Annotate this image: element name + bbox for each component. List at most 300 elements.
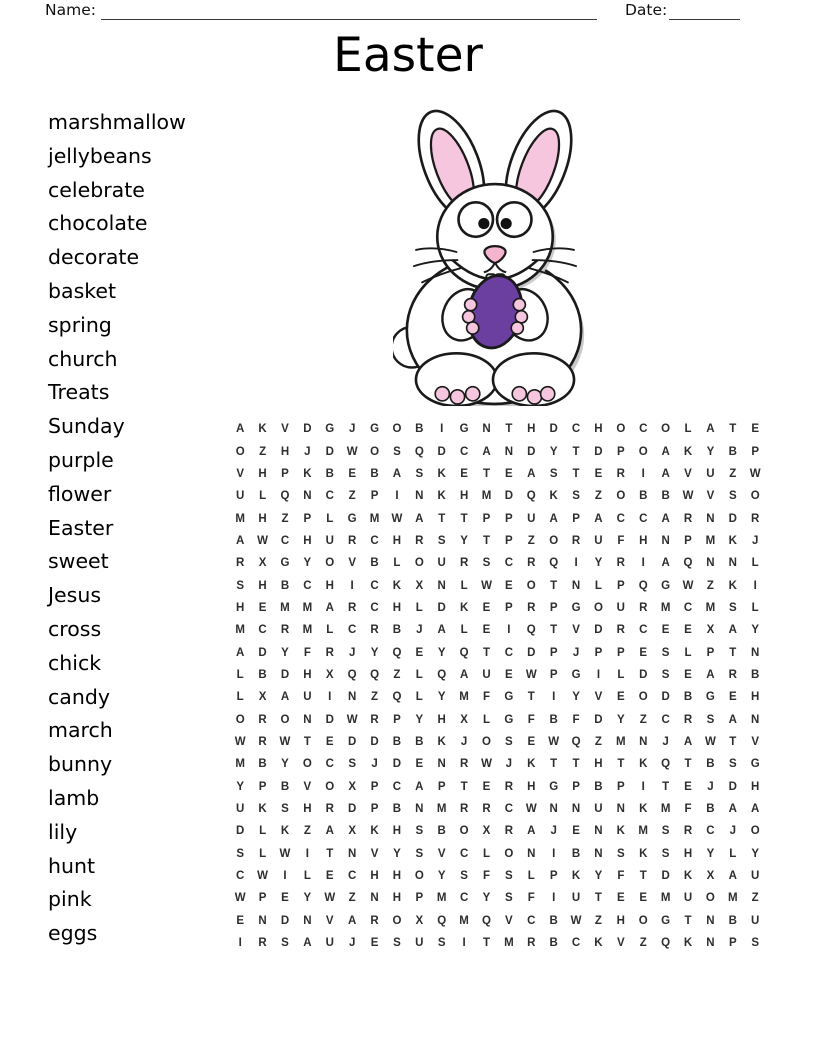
word-list-item: decorate — [48, 245, 140, 270]
grid-letter: O — [325, 780, 335, 793]
grid-letter: J — [505, 758, 513, 771]
grid-letter: Q — [526, 490, 536, 503]
grid-letter: N — [415, 803, 424, 816]
grid-letter: N — [616, 803, 625, 816]
grid-letter: Y — [437, 870, 446, 883]
grid-letter: X — [460, 713, 468, 726]
grid-letter: E — [258, 601, 267, 614]
grid-letter: B — [728, 914, 737, 927]
grid-letter: L — [259, 825, 267, 838]
grid-letter: K — [728, 579, 737, 592]
grid-letter: Y — [437, 691, 446, 704]
grid-letter: H — [303, 534, 312, 547]
word-list-item: jellybeans — [48, 143, 152, 168]
grid-letter: B — [415, 423, 424, 436]
grid-letter: Q — [683, 557, 693, 570]
grid-letter: J — [348, 423, 356, 436]
grid-letter: H — [392, 825, 402, 838]
grid-letter: A — [236, 423, 245, 436]
grid-letter: K — [571, 870, 581, 883]
word-list — [48, 106, 186, 951]
grid-letter: R — [347, 534, 357, 547]
grid-letter: D — [258, 646, 267, 659]
grid-letter: V — [751, 735, 760, 748]
grid-letter: G — [280, 557, 290, 570]
grid-letter: O — [638, 914, 648, 927]
grid-letter: L — [393, 557, 401, 570]
grid-letter: O — [638, 445, 648, 458]
grid-letter: O — [549, 534, 559, 547]
grid-letter: G — [571, 601, 581, 614]
grid-letter: O — [482, 735, 491, 748]
grid-letter: X — [258, 557, 267, 570]
grid-letter: B — [706, 758, 715, 771]
grid-letter: M — [705, 601, 716, 614]
grid-letter: I — [440, 423, 444, 436]
grid-letter: A — [392, 467, 402, 480]
bunny-illustration — [393, 102, 597, 406]
grid-letter: P — [258, 780, 267, 793]
grid-letter: Z — [303, 825, 311, 838]
grid-letter: C — [639, 423, 648, 436]
grid-letter: C — [639, 624, 648, 637]
word-list-item: march — [48, 718, 113, 743]
grid-letter: D — [594, 713, 603, 726]
word-list-item: hunt — [48, 853, 96, 878]
grid-letter: Q — [437, 914, 447, 927]
grid-letter: N — [303, 490, 312, 503]
grid-letter: W — [682, 579, 694, 592]
grid-letter: S — [505, 892, 513, 905]
grid-letter: E — [661, 624, 670, 637]
grid-letter: U — [751, 914, 760, 927]
grid-letter: X — [706, 870, 715, 883]
grid-letter: E — [505, 668, 513, 681]
grid-letter: P — [617, 646, 625, 659]
grid-letter: N — [347, 847, 357, 860]
grid-letter: J — [460, 735, 468, 748]
grid-letter: W — [257, 870, 269, 883]
grid-letter: C — [258, 624, 267, 637]
grid-letter: F — [684, 803, 692, 816]
grid-letter: C — [370, 579, 379, 592]
grid-letter: G — [705, 691, 715, 704]
grid-letter: C — [280, 534, 290, 547]
grid-letter: U — [303, 691, 312, 704]
grid-letter: I — [283, 870, 287, 883]
grid-letter: E — [281, 892, 289, 905]
grid-letter: O — [392, 914, 402, 927]
grid-letter: T — [482, 646, 490, 659]
grid-letter: A — [459, 668, 469, 681]
grid-letter: D — [504, 490, 514, 503]
grid-letter: K — [303, 467, 312, 480]
grid-letter: F — [617, 534, 625, 547]
grid-letter: N — [303, 914, 312, 927]
grid-letter: E — [415, 758, 424, 771]
grid-letter: R — [683, 512, 693, 525]
grid-letter: K — [437, 490, 446, 503]
word-list-item: chocolate — [48, 211, 148, 236]
grid-letter: K — [280, 825, 290, 838]
grid-letter: Q — [459, 646, 469, 659]
grid-letter: S — [728, 490, 737, 503]
letter-grid — [229, 418, 766, 954]
grid-letter: P — [549, 668, 558, 681]
grid-letter: B — [392, 735, 402, 748]
grid-letter: O — [414, 870, 424, 883]
grid-letter: N — [661, 534, 670, 547]
grid-letter: S — [661, 646, 670, 659]
grid-letter: N — [639, 735, 648, 748]
grid-letter: S — [505, 735, 513, 748]
grid-letter: A — [303, 937, 312, 950]
grid-letter: O — [616, 490, 626, 503]
grid-letter: M — [436, 892, 447, 905]
grid-letter: Y — [303, 892, 312, 905]
grid-letter: K — [639, 803, 648, 816]
grid-letter: D — [527, 646, 536, 659]
grid-letter: Y — [303, 557, 312, 570]
grid-letter: B — [751, 668, 760, 681]
grid-letter: Z — [527, 534, 535, 547]
grid-letter: T — [527, 691, 535, 704]
puzzle-title: Easter — [333, 28, 483, 83]
grid-letter: C — [303, 579, 312, 592]
grid-letter: K — [683, 937, 693, 950]
grid-letter: C — [325, 758, 334, 771]
grid-letter: A — [437, 624, 446, 637]
grid-letter: L — [460, 624, 468, 637]
grid-letter: A — [706, 668, 715, 681]
grid-letter: U — [325, 937, 334, 950]
grid-letter: S — [393, 445, 401, 458]
grid-letter: P — [706, 646, 715, 659]
grid-letter: C — [571, 423, 581, 436]
grid-letter: N — [437, 579, 446, 592]
grid-letter: U — [706, 467, 715, 480]
grid-letter: P — [505, 512, 513, 525]
grid-letter: U — [594, 803, 603, 816]
grid-letter: J — [550, 825, 557, 838]
grid-letter: L — [415, 668, 423, 681]
grid-letter: S — [393, 937, 401, 950]
grid-letter: L — [326, 512, 334, 525]
grid-letter: H — [616, 914, 625, 927]
grid-letter: Q — [482, 914, 491, 927]
grid-letter: O — [235, 445, 245, 458]
grid-letter: H — [236, 601, 245, 614]
grid-letter: O — [459, 825, 469, 838]
grid-letter: G — [750, 758, 760, 771]
word-list-item: purple — [48, 447, 114, 472]
grid-letter: T — [482, 467, 490, 480]
grid-letter: M — [660, 892, 671, 905]
word-list-item: spring — [48, 312, 112, 337]
grid-letter: T — [662, 780, 670, 793]
grid-letter: U — [571, 892, 581, 905]
grid-letter: H — [280, 445, 290, 458]
grid-letter: T — [460, 780, 468, 793]
grid-letter: A — [347, 914, 357, 927]
grid-letter: P — [303, 512, 312, 525]
grid-letter: C — [370, 534, 379, 547]
grid-letter: E — [684, 624, 692, 637]
word-list-item: church — [48, 346, 118, 371]
grid-letter: N — [594, 825, 603, 838]
grid-letter: V — [281, 423, 289, 436]
grid-letter: B — [706, 803, 715, 816]
grid-letter: G — [504, 691, 514, 704]
grid-letter: S — [661, 847, 670, 860]
grid-letter: N — [482, 423, 491, 436]
grid-letter: B — [683, 691, 693, 704]
grid-letter: R — [347, 601, 357, 614]
grid-letter: L — [751, 601, 759, 614]
grid-letter: M — [235, 512, 245, 525]
grid-letter: W — [570, 914, 582, 927]
grid-letter: S — [437, 937, 446, 950]
grid-letter: S — [728, 758, 737, 771]
grid-letter: S — [460, 870, 468, 883]
grid-letter: R — [571, 534, 581, 547]
grid-letter: Y — [706, 847, 715, 860]
grid-letter: D — [728, 512, 737, 525]
grid-letter: Q — [661, 937, 671, 950]
grid-letter: C — [459, 445, 469, 458]
grid-letter: U — [616, 601, 625, 614]
grid-letter: C — [571, 937, 581, 950]
grid-letter: N — [370, 892, 379, 905]
grid-letter: D — [594, 445, 603, 458]
grid-letter: E — [482, 601, 491, 614]
grid-letter: H — [594, 758, 603, 771]
grid-letter: W — [234, 892, 246, 905]
grid-letter: H — [392, 534, 402, 547]
grid-letter: L — [527, 870, 535, 883]
grid-letter: E — [617, 892, 625, 905]
grid-letter: Z — [348, 892, 356, 905]
grid-letter: F — [617, 870, 625, 883]
grid-letter: I — [552, 691, 556, 704]
grid-letter: T — [482, 534, 490, 547]
grid-letter: M — [616, 735, 626, 748]
grid-letter: R — [639, 601, 648, 614]
grid-letter: W — [548, 735, 560, 748]
grid-letter: K — [527, 758, 536, 771]
grid-letter: V — [437, 847, 446, 860]
grid-letter: B — [728, 445, 737, 458]
grid-letter: D — [437, 601, 446, 614]
grid-letter: G — [661, 579, 671, 592]
grid-letter: S — [281, 937, 289, 950]
grid-letter: V — [706, 490, 715, 503]
grid-letter: U — [482, 668, 491, 681]
grid-letter: E — [527, 735, 536, 748]
grid-letter: S — [505, 870, 513, 883]
grid-letter: Y — [594, 870, 603, 883]
grid-letter: V — [684, 467, 692, 480]
grid-letter: R — [616, 467, 625, 480]
grid-letter: O — [750, 490, 760, 503]
grid-letter: D — [280, 668, 290, 681]
grid-letter: P — [415, 892, 424, 905]
grid-letter: N — [415, 490, 424, 503]
grid-letter: P — [482, 512, 491, 525]
grid-letter: C — [706, 825, 715, 838]
grid-letter: N — [258, 914, 267, 927]
grid-letter: S — [482, 557, 491, 570]
grid-letter: Z — [371, 691, 379, 704]
grid-letter: D — [303, 423, 312, 436]
grid-letter: M — [369, 512, 380, 525]
grid-letter: W — [324, 892, 336, 905]
grid-letter: S — [348, 758, 356, 771]
grid-letter: P — [617, 780, 625, 793]
grid-letter: L — [415, 691, 423, 704]
grid-letter: D — [437, 445, 446, 458]
grid-letter: M — [436, 803, 447, 816]
grid-letter: B — [594, 780, 603, 793]
grid-letter: O — [302, 758, 312, 771]
grid-letter: S — [751, 937, 760, 950]
grid-letter: H — [527, 780, 536, 793]
grid-letter: U — [594, 534, 603, 547]
grid-letter: G — [459, 423, 469, 436]
grid-letter: K — [437, 467, 446, 480]
grid-letter: S — [706, 713, 715, 726]
grid-letter: F — [482, 691, 490, 704]
grid-letter: V — [236, 467, 245, 480]
grid-letter: P — [258, 892, 267, 905]
grid-letter: M — [459, 914, 469, 927]
grid-letter: H — [751, 691, 760, 704]
grid-letter: Q — [347, 668, 357, 681]
grid-letter: C — [459, 892, 469, 905]
grid-letter: B — [258, 668, 267, 681]
grid-letter: M — [235, 624, 245, 637]
grid-letter: P — [549, 601, 558, 614]
grid-letter: E — [684, 780, 692, 793]
grid-letter: D — [347, 803, 357, 816]
grid-letter: Q — [549, 557, 559, 570]
grid-letter: O — [325, 557, 335, 570]
grid-letter: L — [751, 557, 759, 570]
grid-letter: Z — [281, 512, 289, 525]
grid-letter: P — [594, 646, 603, 659]
grid-letter: S — [415, 825, 424, 838]
grid-letter: K — [683, 870, 693, 883]
grid-letter: Q — [280, 490, 290, 503]
grid-letter: T — [505, 423, 513, 436]
grid-letter: Y — [281, 758, 289, 771]
grid-letter: E — [482, 780, 491, 793]
grid-letter: R — [258, 937, 267, 950]
word-list-item: basket — [48, 278, 117, 303]
grid-letter: Y — [617, 713, 625, 726]
grid-letter: B — [258, 758, 267, 771]
grid-letter: D — [661, 691, 670, 704]
grid-letter: A — [549, 512, 558, 525]
grid-letter: V — [505, 914, 513, 927]
grid-letter: R — [415, 534, 424, 547]
grid-letter: R — [683, 713, 693, 726]
grid-letter: F — [572, 713, 580, 726]
grid-letter: Y — [437, 646, 446, 659]
grid-letter: H — [370, 870, 379, 883]
grid-letter: I — [507, 624, 511, 637]
grid-letter: A — [683, 735, 693, 748]
grid-letter: N — [594, 847, 603, 860]
word-list-item: lily — [48, 819, 78, 844]
word-list-item: Sunday — [48, 414, 125, 439]
grid-letter: N — [751, 713, 760, 726]
grid-letter: K — [616, 825, 625, 838]
grid-letter: U — [325, 534, 334, 547]
grid-letter: U — [751, 870, 760, 883]
grid-letter: J — [751, 534, 759, 547]
word-list-item: Jesus — [48, 583, 102, 608]
word-list-item: Easter — [48, 515, 114, 540]
grid-letter: A — [280, 691, 290, 704]
grid-letter: Q — [638, 579, 648, 592]
grid-letter: O — [638, 691, 648, 704]
grid-letter: O — [593, 601, 603, 614]
word-list-item: marshmallow — [48, 110, 186, 134]
word-list-item: sweet — [48, 549, 109, 574]
grid-letter: T — [482, 937, 490, 950]
grid-letter: T — [572, 467, 580, 480]
grid-letter: O — [661, 423, 671, 436]
word-list-item: chick — [48, 650, 102, 675]
grid-letter: R — [504, 825, 514, 838]
grid-letter: P — [549, 870, 558, 883]
grid-letter: A — [661, 467, 670, 480]
grid-letter: R — [370, 713, 379, 726]
grid-letter: I — [462, 937, 466, 950]
grid-letter: Z — [259, 445, 267, 458]
grid-letter: R — [616, 557, 625, 570]
grid-letter: D — [347, 735, 357, 748]
grid-letter: E — [684, 668, 692, 681]
grid-letter: T — [550, 579, 558, 592]
grid-letter: P — [281, 467, 289, 480]
grid-letter: X — [348, 825, 356, 838]
grid-letter: H — [392, 892, 402, 905]
grid-letter: E — [572, 825, 580, 838]
grid-letter: W — [346, 713, 358, 726]
grid-letter: Z — [729, 467, 737, 480]
grid-letter: L — [326, 624, 334, 637]
grid-letter: C — [661, 713, 670, 726]
grid-letter: P — [617, 579, 625, 592]
grid-letter: Y — [281, 646, 289, 659]
grid-letter: D — [370, 735, 379, 748]
grid-letter: Q — [571, 735, 581, 748]
grid-letter: J — [348, 646, 356, 659]
grid-letter: Z — [393, 668, 401, 681]
grid-letter: N — [527, 847, 536, 860]
grid-letter: B — [549, 937, 558, 950]
grid-letter: L — [303, 870, 311, 883]
grid-letter: J — [707, 780, 714, 793]
grid-letter: B — [392, 803, 402, 816]
grid-letter: S — [281, 803, 289, 816]
grid-letter: W — [525, 803, 537, 816]
grid-letter: K — [594, 937, 603, 950]
grid-letter: Z — [348, 490, 356, 503]
grid-letter: N — [504, 445, 514, 458]
